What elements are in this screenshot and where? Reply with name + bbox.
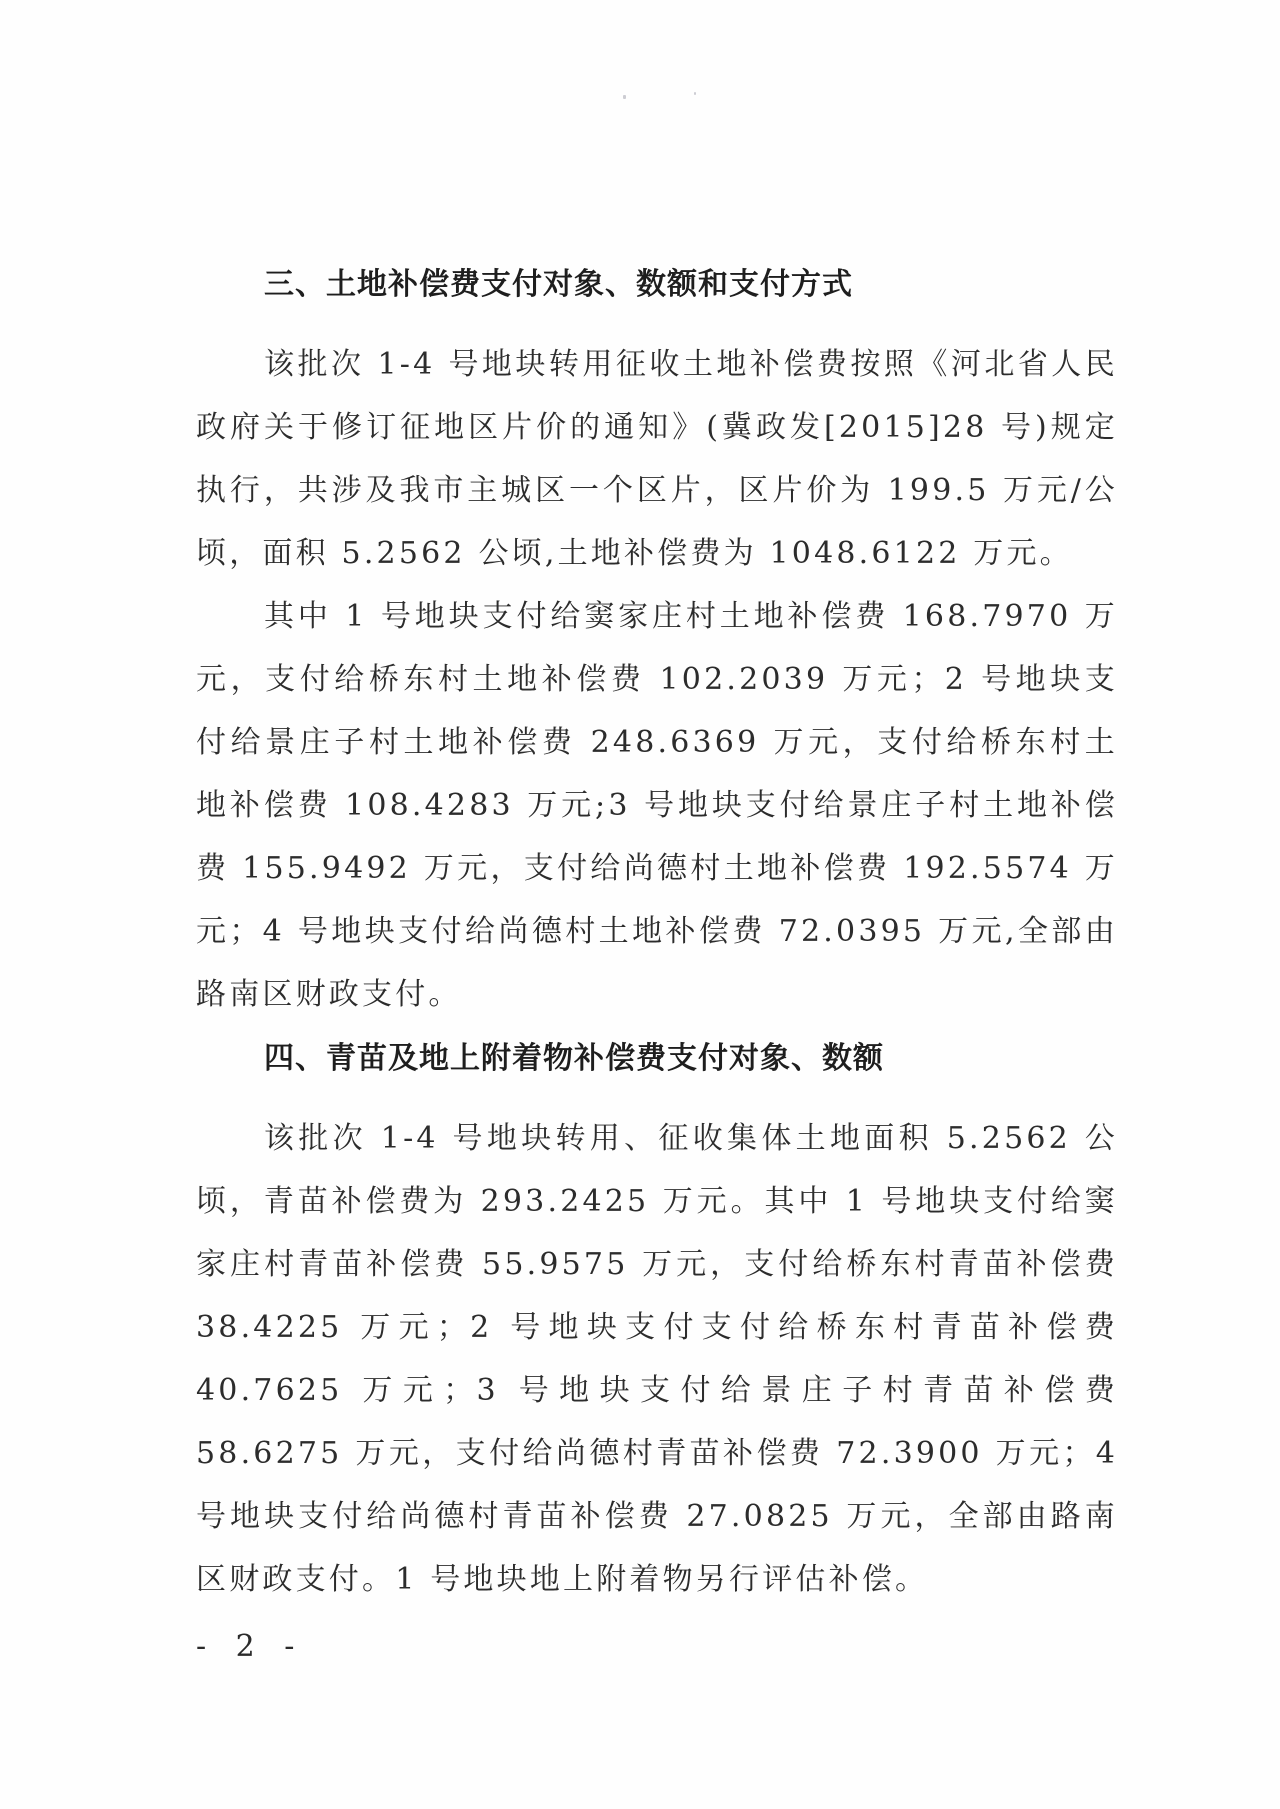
section-heading: 四、青苗及地上附着物补偿费支付对象、数额 [264,1041,884,1076]
paragraph-land-compensation-breakdown: 其中 1 号地块支付给窦家庄村土地补偿费 168.7970 万元，支付给桥东村土地补偿费 102.2039 万元；2 号地块支付给景庄子村土地补偿费 248.6369 万元，支付给桥东村土地补偿费 108.4283 万元;3 号地块支付给景庄子村土地补偿费 155.9492 万元，支付给尚德村土地补偿费 192.5574 万元；4 号地块支付给尚德村土地补偿费 72.0395 万元,全部由路南区财政支付。 [196,599,1118,1012]
paragraph-land-compensation-total: 该批次 1-4 号地块转用征收土地补偿费按照《河北省人民政府关于修订征地区片价的通知》(冀政发[2015]28 号)规定执行，共涉及我市主城区一个区片，区片价为 199.5 万元/公顷，面积 5.2562 公顷,土地补偿费为 1048.6122 万元。 [196,347,1118,571]
paragraph-crop-compensation: 该批次 1-4 号地块转用、征收集体土地面积 5.2562 公顷，青苗补偿费为 293.2425 万元。其中 1 号地块支付给窦家庄村青苗补偿费 55.9575 万元，支付给桥东村青苗补偿费 38.4225 万元；2 号地块支付支付给桥东村青苗补偿费 40.7625 万元；3 号地块支付给景庄子村青苗补偿费 58.6275 万元，支付给尚德村青苗补偿费 72.3900 万元；4 号地块支付给尚德村青苗补偿费 27.0825 万元，全部由路南区财政支付。1 号地块地上附着物另行评估补偿。 [196,1121,1118,1597]
section-heading: 三、土地补偿费支付对象、数额和支付方式 [264,267,853,302]
scan-artifact [694,92,696,95]
scan-artifact [623,95,626,99]
section-land-compensation [196,268,1118,1026]
document-body [196,268,1118,1611]
page-number: - 2 - [196,1629,305,1664]
section-crop-compensation [196,1042,1118,1611]
